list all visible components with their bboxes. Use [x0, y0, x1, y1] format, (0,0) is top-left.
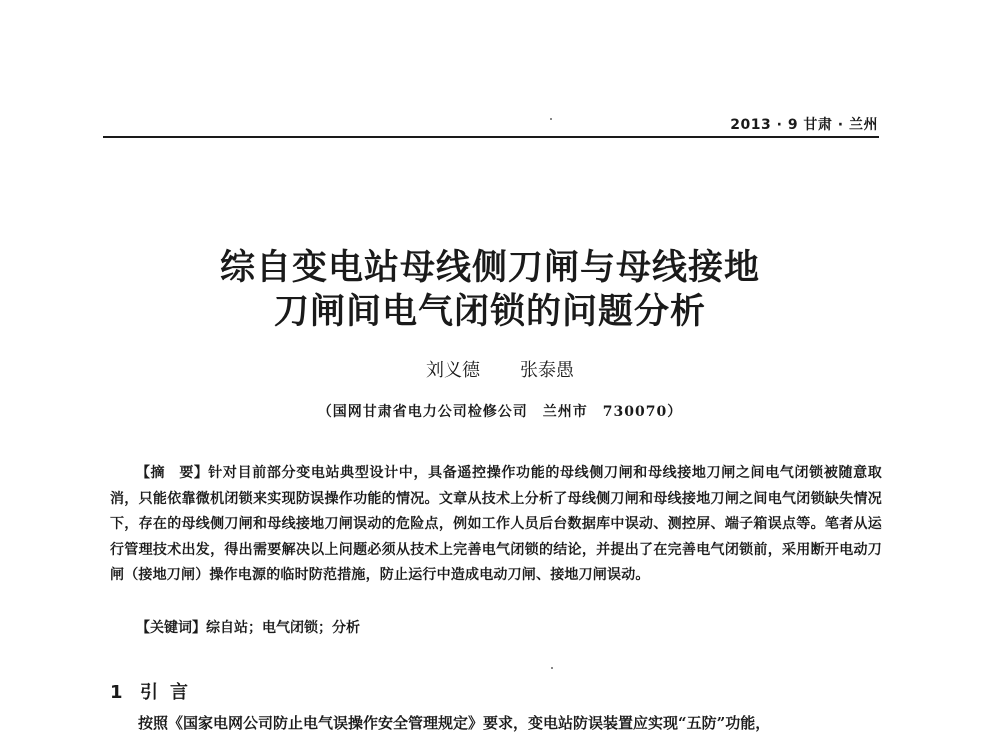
keywords-text: 综自站；电气闭锁；分析: [206, 620, 360, 636]
author-list: [0, 356, 1000, 382]
section-number: 1: [110, 682, 123, 703]
cropped-next-line: [110, 736, 882, 742]
keywords-line: [136, 617, 360, 637]
journal-issue-header: 2013 · 9 甘肃 · 兰州: [730, 117, 878, 133]
author-1: 刘义德: [426, 360, 480, 381]
keywords-label: 【关键词】: [136, 620, 206, 636]
abstract-paragraph: [110, 461, 882, 589]
header-rule: [103, 136, 879, 138]
scan-speck: [550, 118, 552, 120]
abstract-label: 【摘 要】: [136, 465, 209, 481]
author-2: 张泰愚: [520, 360, 574, 381]
section-heading: [110, 678, 200, 704]
paper-title-line-2: 刀闸间电气闭锁的问题分析: [273, 291, 706, 332]
scan-speck: [551, 667, 553, 669]
body-text-first-line: 按照《国家电网公司防止电气误操作安全管理规定》要求，变电站防误装置应实现“五防”功能，: [138, 714, 771, 732]
section-title: 引言: [140, 682, 200, 703]
abstract-text: 针对目前部分变电站典型设计中，具备遥控操作功能的母线侧刀闸和母线接地刀闸之间电气闭锁被随意取消，只能依靠微机闭锁来实现防误操作功能的情况。文章从技术上分析了母线侧刀闸和母线接地刀闸之间电气闭锁缺失情况下，存在的母线侧刀闸和母线接地刀闸误动的危险点，例如工作人员后台数据库中误动、测控屏、端子箱误点等。笔者从运行管理技术出发，得出需要解决以上问题必须从技术上完善电气闭锁的结论，并提出了在完善电气闭锁前，采用断开电动刀闸（接地刀闸）操作电源的临时防范措施，防止运行中造成电动刀闸、接地刀闸误动。: [110, 465, 882, 583]
paper-title-line-1: 综自变电站母线侧刀闸与母线接地: [219, 247, 760, 288]
author-affiliation: （国网甘肃省电力公司检修公司 兰州市 730070）: [317, 404, 683, 420]
